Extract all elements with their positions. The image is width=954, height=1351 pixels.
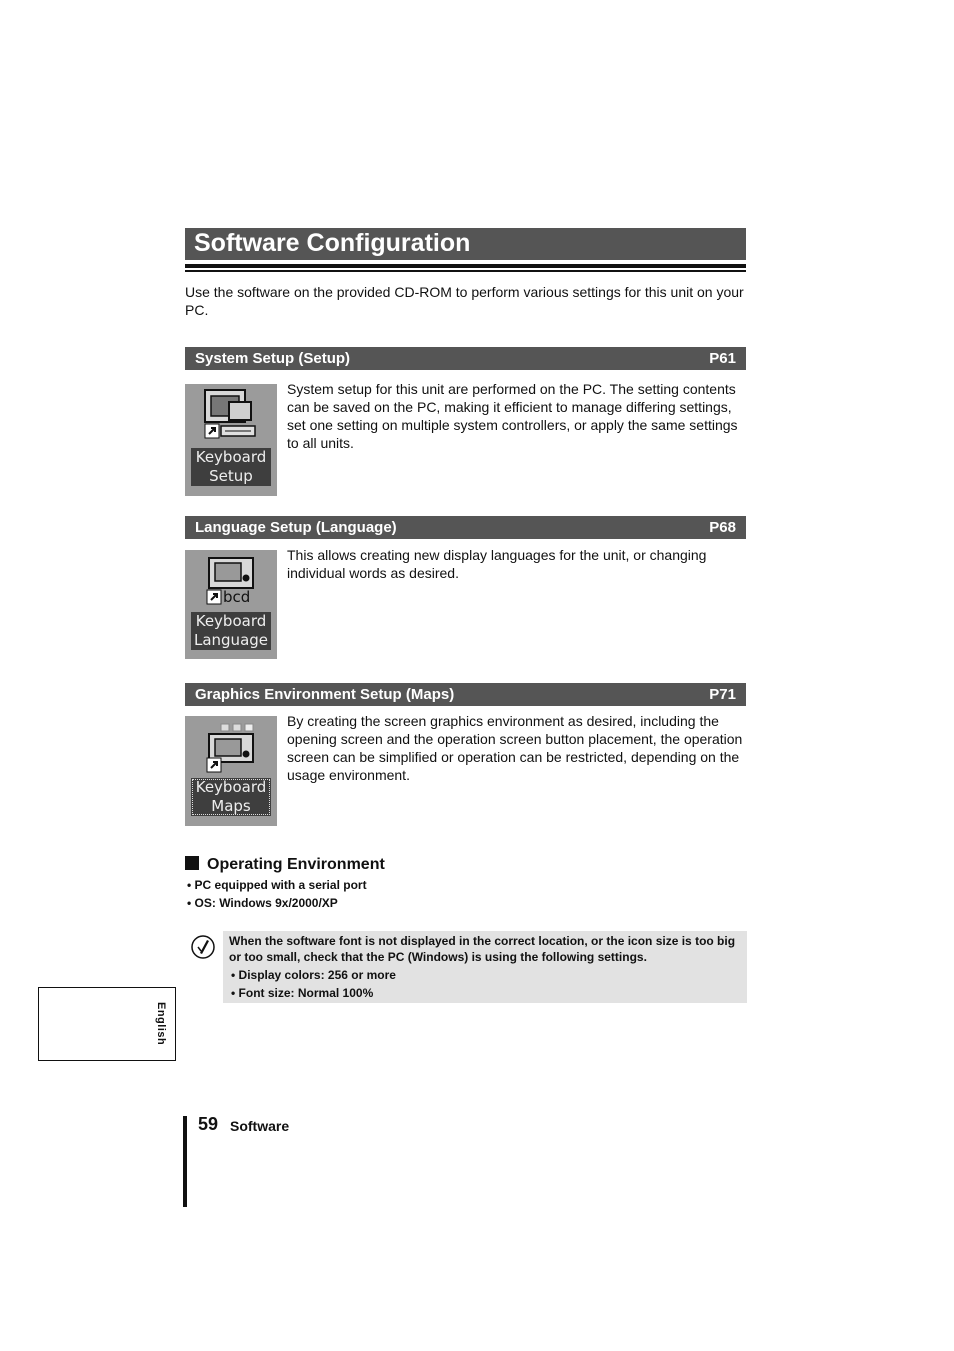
- footer-bar: [183, 1116, 187, 1207]
- page-title: Software Configuration: [185, 228, 746, 260]
- section-title: Language Setup (Language): [195, 519, 397, 536]
- icon-text: bcd: [223, 588, 251, 606]
- section-page-ref: P61: [709, 350, 736, 367]
- section-title: System Setup (Setup): [195, 350, 351, 367]
- section-page-ref: P71: [709, 686, 736, 703]
- keyboard-maps-icon: [185, 716, 277, 826]
- section-description: System setup for this unit are performed on the PC. The setting contents can be saved on the PC, making it efficient to manage differing settings, set one setting on multiple system controllers, or apply the same settings to all units.: [287, 381, 738, 451]
- icon-label: Keyboard Setup: [191, 448, 271, 486]
- section-description: By creating the screen graphics environment as desired, including the opening screen and the operation screen button placement, the operation screen can be simplified or operation can be restricted, depending on the usage environment.: [287, 713, 743, 783]
- note-text: When the software font is not displayed in the correct location, or the icon size is too big or too small, check that the PC (Windows) is using the following settings.: [229, 934, 736, 964]
- square-bullet-icon: [185, 856, 199, 870]
- operating-environment-heading: Operating Environment: [185, 856, 385, 874]
- footer-section-label: Software: [230, 1118, 290, 1134]
- title-rule-thick: [185, 264, 746, 268]
- note-pencil-icon: [190, 934, 216, 965]
- note-box: [223, 931, 747, 1003]
- page-number: 59: [198, 1114, 219, 1134]
- note-list-item: • Font size: Normal 100%: [231, 986, 374, 1000]
- keyboard-language-icon: [185, 550, 277, 659]
- note-list-item: • Display colors: 256 or more: [231, 968, 396, 982]
- title-rule-thin: [185, 270, 746, 272]
- section-header-maps: [185, 683, 746, 706]
- section-header-setup: [185, 347, 746, 370]
- section-page-ref: P68: [709, 519, 736, 536]
- section-description: This allows creating new display languages for the unit, or changing individual words as desired.: [287, 547, 707, 581]
- keyboard-setup-icon: [185, 384, 277, 496]
- icon-label: Keyboard Maps: [191, 778, 271, 816]
- intro-paragraph: Use the software on the provided CD-ROM to perform various settings for this unit on your PC.: [185, 284, 744, 318]
- list-item: • PC equipped with a serial port: [187, 878, 367, 892]
- section-header-language: [185, 516, 746, 539]
- language-side-tab: [38, 987, 176, 1061]
- icon-label: Keyboard Language: [191, 612, 271, 650]
- section-title: Graphics Environment Setup (Maps): [195, 686, 455, 703]
- side-tab-label: English: [155, 1002, 167, 1046]
- list-item: • OS: Windows 9x/2000/XP: [187, 896, 338, 910]
